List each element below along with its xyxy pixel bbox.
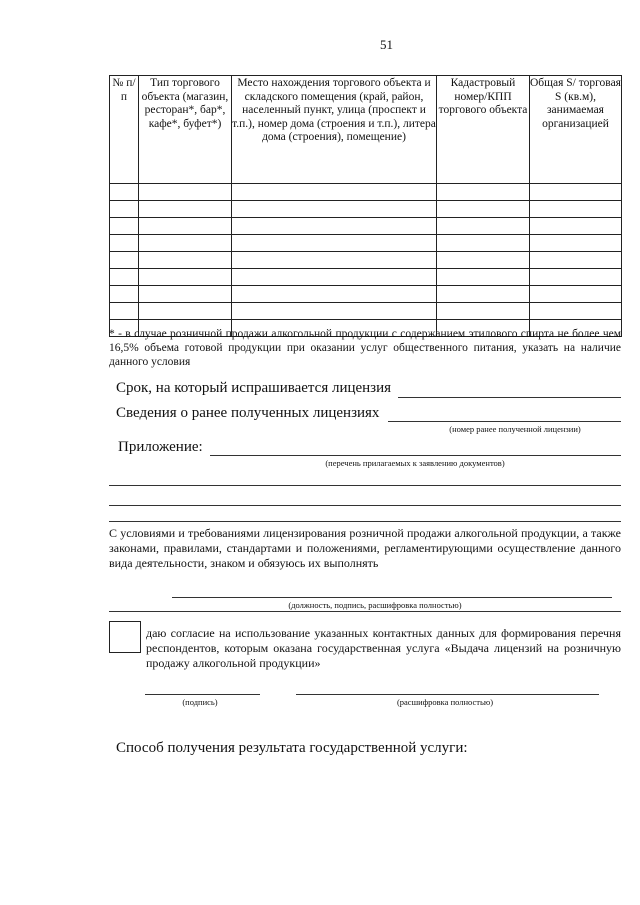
license-term-field[interactable] xyxy=(398,397,621,398)
table-cell[interactable] xyxy=(232,303,437,320)
table-row xyxy=(110,286,622,303)
signature-field[interactable] xyxy=(145,694,260,695)
conditions-text: С условиями и требованиями лицензирования розничной продажи алкогольной продукции, а также законами, правилами, стандартами и положениями, регламентирующими осуществление данного вида деятельности, знаком и обязуюсь их выполнять xyxy=(109,526,621,570)
table-cell[interactable] xyxy=(139,218,232,235)
prev-licenses-caption: (номер ранее полученной лицензии) xyxy=(449,424,581,434)
table-cell[interactable] xyxy=(437,201,530,218)
table-cell[interactable] xyxy=(110,303,139,320)
attachment-line-3[interactable] xyxy=(109,505,621,506)
table-cell[interactable] xyxy=(530,269,622,286)
position-caption: (должность, подпись, расшифровка полностью) xyxy=(288,600,462,610)
position-signature-field[interactable] xyxy=(172,597,612,598)
attachment-caption: (перечень прилагаемых к заявлению документов) xyxy=(325,458,505,468)
table-cell[interactable] xyxy=(530,252,622,269)
table-cell[interactable] xyxy=(232,269,437,286)
fullname-caption: (расшифровка полностью) xyxy=(396,697,494,707)
table-cell[interactable] xyxy=(232,235,437,252)
attachment-line-4[interactable] xyxy=(109,521,621,522)
table-row xyxy=(110,269,622,286)
consent-checkbox[interactable] xyxy=(109,621,141,653)
table-cell[interactable] xyxy=(139,201,232,218)
table-row xyxy=(110,184,622,201)
prev-licenses-label: Сведения о ранее полученных лицензиях xyxy=(116,405,380,421)
col-location: Место нахождения торгового объекта и складского помещения (край, район, населенный пункт, улица (проспект и т.п.), номер дома (строения и т.п.), литера дома (строения), помещение) xyxy=(232,76,437,184)
consent-text: даю согласие на использование указанных контактных данных для формирования перечня респондентов, которым оказана государственная услуга «Выдача лицензий на розничную продажу алкогольной продукции» xyxy=(146,626,621,670)
attachment-label: Приложение: xyxy=(118,439,203,455)
table-cell[interactable] xyxy=(110,218,139,235)
col-area: Общая S/ торговая S (кв.м), занимаемая организацией xyxy=(530,76,622,184)
table-cell[interactable] xyxy=(110,269,139,286)
signature-caption: (подпись) xyxy=(182,697,218,707)
table-cell[interactable] xyxy=(139,252,232,269)
prev-licenses-field[interactable] xyxy=(388,421,621,422)
col-number: № п/п xyxy=(110,76,139,184)
table-cell[interactable] xyxy=(110,286,139,303)
table-cell[interactable] xyxy=(139,184,232,201)
table-cell[interactable] xyxy=(110,184,139,201)
table-row xyxy=(110,235,622,252)
page-number: 51 xyxy=(380,37,393,52)
footnote: * - в случае розничной продажи алкогольной продукции с содержанием этилового спирта не более чем 16,5% объема готовой продукции при оказании услуг общественного питания, указать на наличие данного условия xyxy=(109,328,621,368)
attachment-line-2[interactable] xyxy=(109,485,621,486)
table-cell[interactable] xyxy=(437,218,530,235)
table-cell[interactable] xyxy=(232,218,437,235)
table-cell[interactable] xyxy=(139,235,232,252)
table-cell[interactable] xyxy=(530,286,622,303)
table-cell[interactable] xyxy=(232,201,437,218)
table-row xyxy=(110,201,622,218)
table-cell[interactable] xyxy=(530,184,622,201)
table-cell[interactable] xyxy=(232,252,437,269)
table-row xyxy=(110,303,622,320)
table-cell[interactable] xyxy=(232,286,437,303)
col-object-type: Тип торгового объекта (магазин, ресторан*, бар*, кафе*, буфет*) xyxy=(139,76,232,184)
table-cell[interactable] xyxy=(437,184,530,201)
table-cell[interactable] xyxy=(530,201,622,218)
table-cell[interactable] xyxy=(437,252,530,269)
license-term-label: Срок, на который испрашивается лицензия xyxy=(116,380,392,396)
table-header-row xyxy=(110,76,622,184)
table-cell[interactable] xyxy=(139,269,232,286)
table-cell[interactable] xyxy=(437,303,530,320)
attachment-field[interactable] xyxy=(210,455,621,456)
table-cell[interactable] xyxy=(530,303,622,320)
fullname-field[interactable] xyxy=(296,694,599,695)
table-row xyxy=(110,218,622,235)
table-cell[interactable] xyxy=(437,286,530,303)
table-cell[interactable] xyxy=(110,235,139,252)
table-row xyxy=(110,252,622,269)
table-cell[interactable] xyxy=(437,269,530,286)
table-cell[interactable] xyxy=(530,235,622,252)
table-cell[interactable] xyxy=(139,286,232,303)
table-cell[interactable] xyxy=(232,184,437,201)
result-method-label: Способ получения результата государственной услуги: xyxy=(116,740,468,756)
trade-objects-table xyxy=(109,75,622,337)
col-cadastral: Кадастровый номер/КПП торгового объекта xyxy=(437,76,530,184)
table-cell[interactable] xyxy=(437,235,530,252)
table-cell[interactable] xyxy=(110,252,139,269)
table-cell[interactable] xyxy=(530,218,622,235)
table-cell[interactable] xyxy=(139,303,232,320)
divider xyxy=(109,611,621,612)
table-cell[interactable] xyxy=(110,201,139,218)
